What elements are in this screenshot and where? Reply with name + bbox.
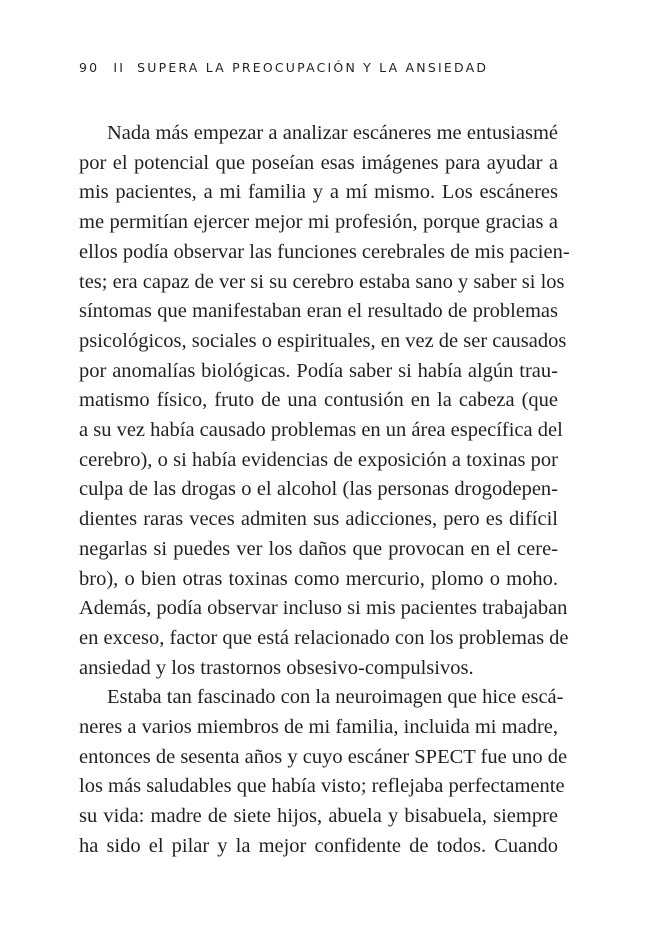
text-line: por el potencial que poseían esas imágenes para ayudar a (79, 151, 558, 174)
text-line: ha sido el pilar y la mejor confidente de todos. Cuando (79, 834, 558, 857)
running-header (79, 60, 488, 75)
paragraph-2 (79, 683, 568, 861)
text-line: en exceso, factor que está relacionado con los problemas de (79, 626, 569, 649)
text-line: Nada más empezar a analizar escáneres me entusiasmé (107, 122, 558, 144)
text-line: los más saludables que había visto; reflejaba perfectamente (79, 775, 565, 798)
paragraph-1 (79, 119, 570, 683)
text-line: cerebro), o si había evidencias de exposición a toxinas por (79, 448, 558, 471)
text-line: Estaba tan fascinado con la neuroimagen que hice escá- (107, 686, 564, 709)
text-line: neres a varios miembros de mi familia, incluida mi madre, (79, 716, 558, 739)
text-line: dientes raras veces admiten sus adicciones, pero es difícil (79, 508, 558, 531)
text-line: negarlas si puedes ver los daños que provocan en el cere- (79, 537, 558, 560)
text-line: por anomalías biológicas. Podía saber si había algún trau- (79, 359, 558, 382)
text-line: síntomas que manifestaban eran el resultado de problemas (79, 300, 558, 323)
text-line: tes; era capaz de ver si su cerebro estaba sano y saber si los (79, 270, 565, 293)
text-line: entonces de sesenta años y cuyo escáner SPECT fue uno de (79, 745, 568, 768)
text-line: culpa de las drogas o el alcohol (las personas drogodepen- (79, 478, 558, 501)
text-line: ansiedad y los trastornos obsesivo-compulsivos. (79, 656, 474, 679)
body-text (79, 119, 570, 862)
text-line: mis pacientes, a mi familia y a mí mismo. Los escáneres (79, 181, 558, 204)
page-number: 90 (79, 60, 100, 75)
text-line: Además, podía observar incluso si mis pacientes trabajaban (79, 597, 568, 620)
text-line: ellos podía observar las funciones cerebrales de mis pacien- (79, 240, 570, 263)
text-line: su vida: madre de siete hijos, abuela y bisabuela, siempre (79, 805, 558, 828)
text-line: matismo físico, fruto de una contusión en la cabeza (que (79, 389, 558, 412)
text-line: psicológicos, sociales o espirituales, en vez de ser causados (79, 329, 567, 352)
text-line: bro), o bien otras toxinas como mercurio, plomo o moho. (79, 567, 558, 590)
text-line: me permitían ejercer mejor mi profesión, porque gracias a (79, 211, 558, 234)
header-separator: II (113, 60, 126, 75)
text-line: a su vez había causado problemas en un área específica del (79, 419, 563, 442)
book-title: SUPERA LA PREOCUPACIÓN Y LA ANSIEDAD (137, 60, 489, 75)
